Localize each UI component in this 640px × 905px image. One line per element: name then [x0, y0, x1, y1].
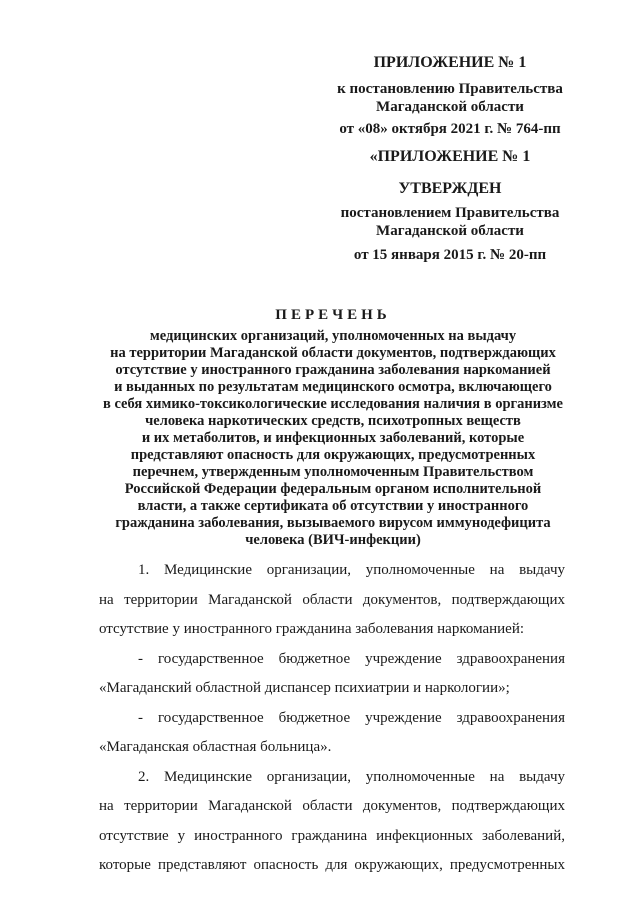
list-item-line: - государственное бюджетное учреждение здравоохранения [138, 650, 565, 667]
subheading-line: гражданина заболевания, вызываемого вирусом иммунодефицита [115, 515, 551, 531]
paragraph-line: отсутствие у иностранного гражданина заболевания наркоманией: [99, 621, 525, 637]
subheading-line: в себя химико-токсикологические исследования наличия в организме [102, 396, 563, 412]
subheading-line: человека наркотических средств, психотропных веществ [145, 413, 521, 429]
appendix-ref-line: от «08» октября 2021 г. № 764-пп [339, 121, 561, 137]
subheading-line: и выданных по результатам медицинского осмотра, включающего [114, 379, 552, 395]
subheading-line: человека (ВИЧ-инфекции) [245, 532, 421, 548]
subheading-line: власти, а также сертификата об отсутствии у иностранного [137, 498, 529, 514]
appendix-header-new [300, 54, 600, 138]
subheading-line: и их метаболитов, и инфекционных заболеваний, которые [141, 430, 525, 446]
list-item-line: «Магаданская областная больница». [99, 739, 332, 755]
subheading-line: отсутствие у иностранного гражданина заболевания наркоманией [115, 362, 551, 378]
appendix-ref-line: от 15 января 2015 г. № 20-пп [353, 247, 547, 263]
paragraph-line: 2. Медицинские организации, уполномоченные на выдачу [138, 768, 565, 785]
document-body [99, 556, 565, 881]
paragraph-line: которые представляют опасность для окружающих, предусмотренных [99, 857, 565, 873]
subheading-line: представляют опасность для окружающих, предусмотренных [130, 447, 536, 463]
subheading-line: Российской Федерации федеральным органом исполнительной [124, 481, 542, 497]
paragraph-line: на территории Магаданской области документов, подтверждающих [99, 591, 565, 608]
document-subheading [80, 328, 586, 549]
appendix-ref-line: Магаданской области [376, 223, 524, 239]
list-item-line: - государственное бюджетное учреждение здравоохранения [138, 709, 565, 726]
appendix-header-old [300, 148, 600, 264]
approved-label: УТВЕРЖДЕН [398, 180, 502, 197]
list-item-line: «Магаданский областной диспансер психиатрии и наркологии»; [99, 680, 510, 696]
appendix-title: «ПРИЛОЖЕНИЕ № 1 [369, 148, 531, 165]
paragraph-line: на территории Магаданской области документов, подтверждающих [99, 798, 565, 814]
appendix-ref-line: Магаданской области [376, 99, 524, 115]
document-title-block [80, 306, 586, 549]
subheading-line: медицинских организаций, уполномоченных на выдачу [149, 328, 517, 344]
document-heading: ПЕРЕЧЕНЬ [275, 307, 391, 323]
paragraph-line: отсутствие у иностранного гражданина инфекционных заболеваний, [99, 827, 565, 844]
subheading-line: на территории Магаданской области документов, подтверждающих [110, 345, 556, 361]
appendix-title: ПРИЛОЖЕНИЕ № 1 [373, 54, 527, 71]
appendix-ref-line: к постановлению Правительства [337, 81, 563, 97]
paragraph-line: 1. Медицинские организации, уполномоченные на выдачу [138, 562, 565, 578]
subheading-line: перечнем, утвержденным уполномоченным Правительством [132, 464, 534, 480]
appendix-ref-line: постановлением Правительства [340, 205, 560, 221]
